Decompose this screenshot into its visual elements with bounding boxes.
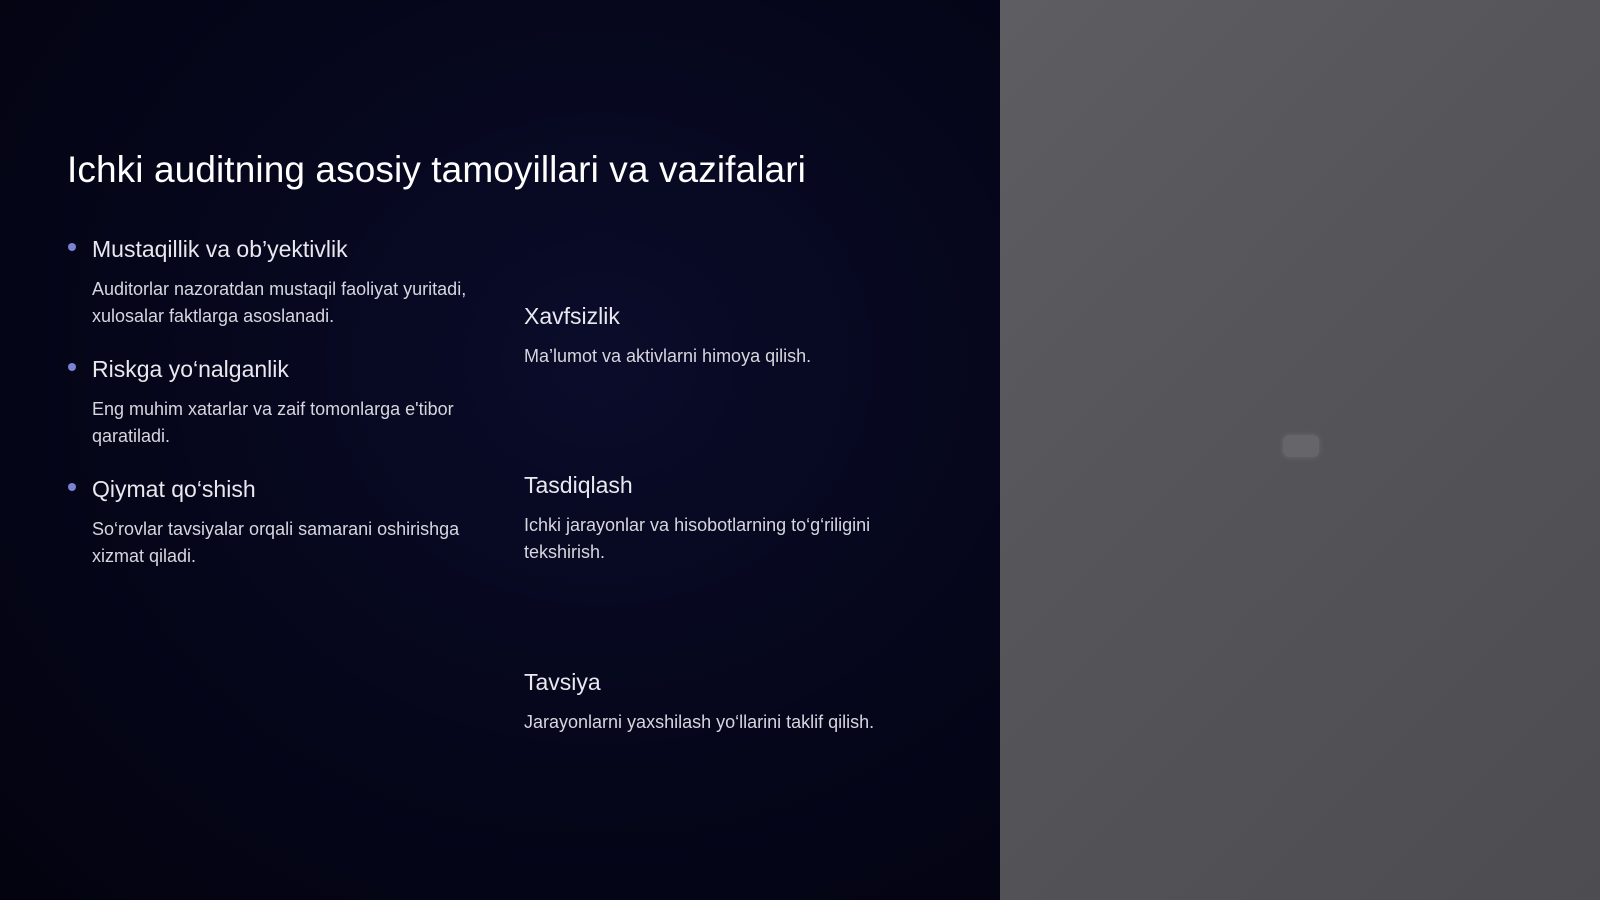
bullet-icon	[68, 243, 76, 251]
task-title: Xavfsizlik	[524, 303, 620, 329]
principle-description: Auditorlar nazoratdan mustaqil faoliyat yuritadi, xulosalar faktlarga asoslanadi.	[92, 279, 467, 326]
principle-item	[67, 232, 487, 330]
task-description: Jarayonlarni yaxshilash yo‘llarini taklif qilish.	[524, 712, 875, 732]
image-placeholder-icon	[1283, 435, 1319, 457]
task-description: Ma’lumot va aktivlarni himoya qilish.	[524, 346, 812, 366]
bullet-icon	[68, 483, 76, 491]
principle-title: Mustaqillik va ob’yektivlik	[92, 236, 348, 262]
task-item	[524, 468, 924, 566]
principle-description: Eng muhim xatarlar va zaif tomonlarga e'tibor qaratiladi.	[92, 399, 454, 446]
principles-list	[67, 232, 487, 592]
principle-item	[67, 352, 487, 450]
principle-title: Riskga yo‘nalganlik	[92, 356, 289, 382]
task-item	[524, 665, 924, 736]
principle-description: So‘rovlar tavsiyalar orqali samarani oshirishga xizmat qiladi.	[92, 519, 460, 566]
task-title: Tasdiqlash	[524, 472, 633, 498]
bullet-icon	[68, 363, 76, 371]
principle-item	[67, 472, 487, 570]
slide-title: Ichki auditning asosiy tamoyillari va vazifalari	[67, 149, 806, 190]
task-description: Ichki jarayonlar va hisobotlarning to‘g‘riligini tekshirish.	[524, 515, 871, 562]
task-item	[524, 299, 924, 370]
task-title: Tavsiya	[524, 669, 601, 695]
principle-title: Qiymat qo‘shish	[92, 476, 256, 502]
